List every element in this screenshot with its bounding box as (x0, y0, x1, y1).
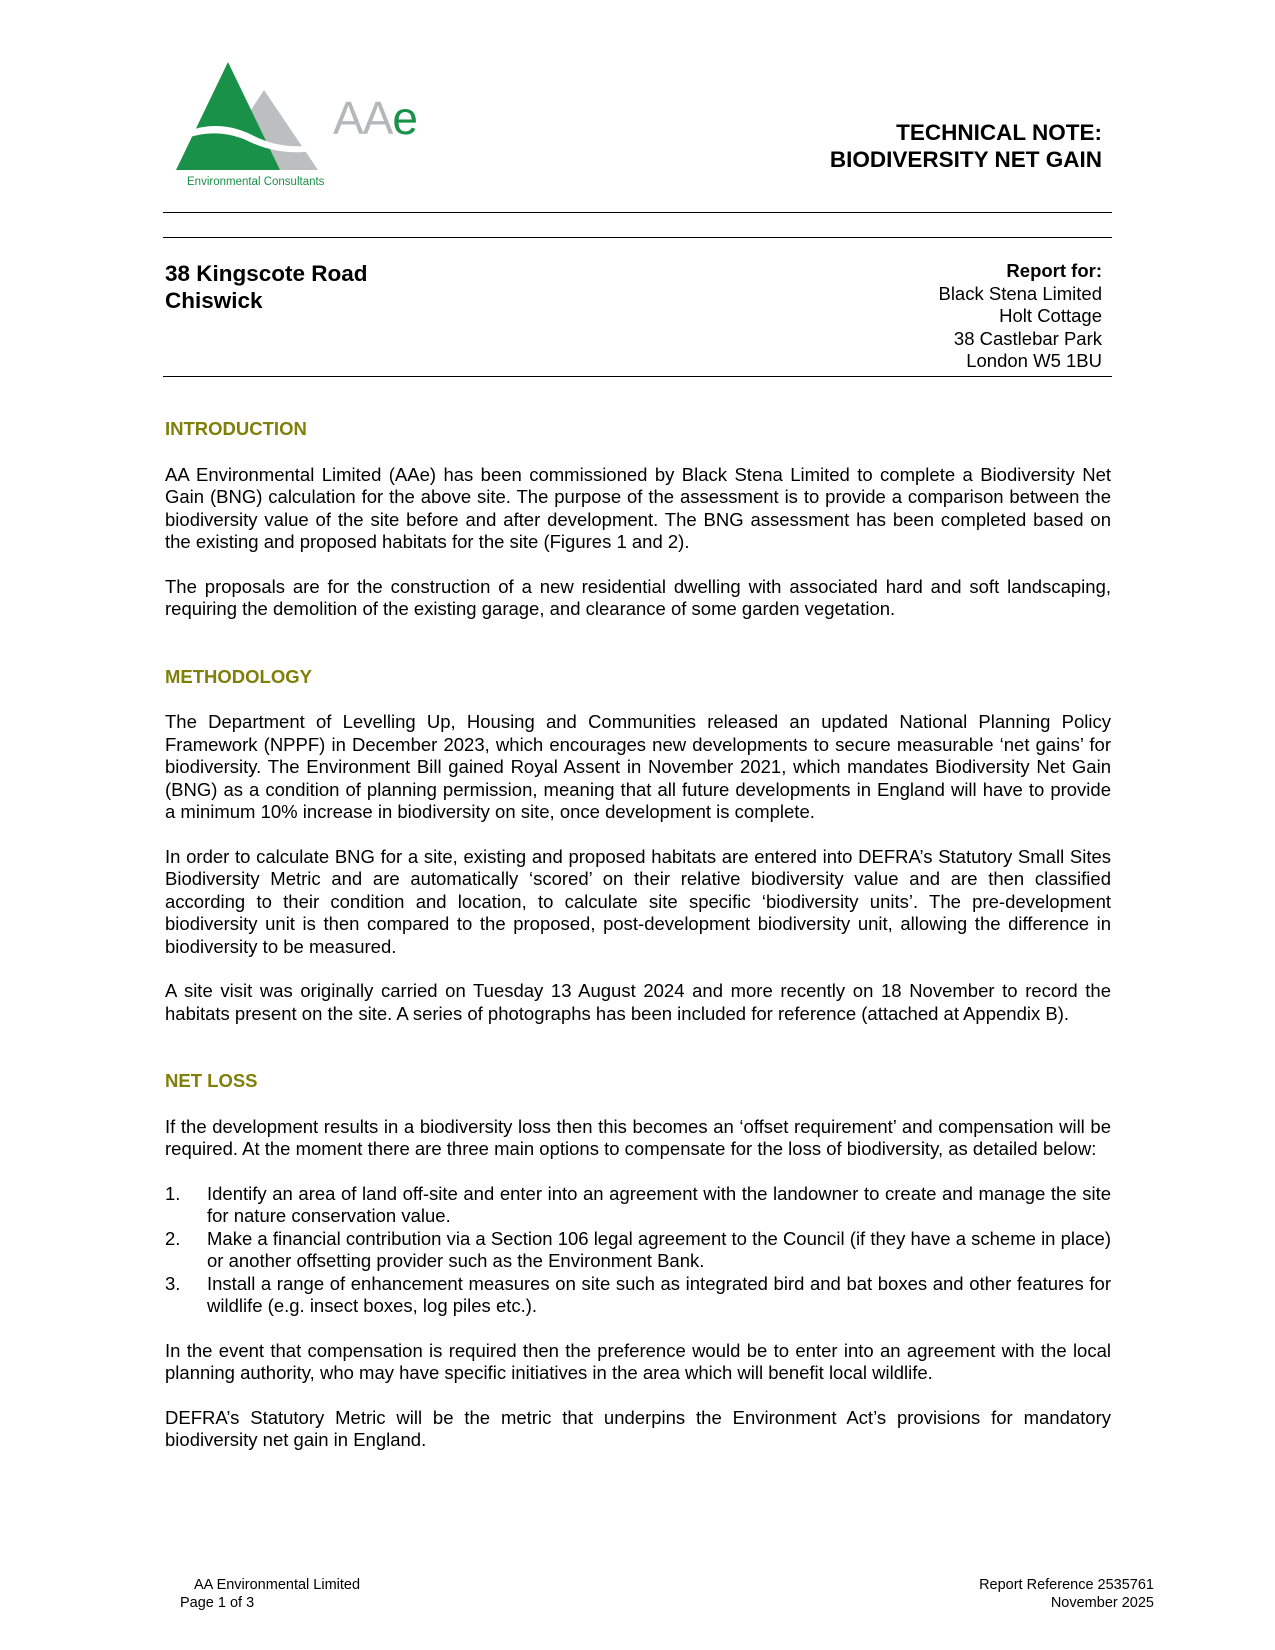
client-address-line: London W5 1BU (966, 350, 1102, 371)
paragraph: In the event that compensation is required then the preference would be to enter into an agreement with the local planning authority, who may have specific initiatives in the area which will benefit local wildlife. (165, 1339, 1111, 1383)
paragraph: If the development results in a biodiversity loss then this becomes an ‘offset requirement’ and compensation will be required. At the moment there are three main options to compensate for the loss of biodiversity, as detailed below: (165, 1115, 1111, 1159)
list-item: 1. Identify an area of land off-site and enter into an agreement with the landowner to create and manage the site for nature conservation value. (165, 1182, 1111, 1226)
report-for-block (938, 260, 1102, 373)
logo-tagline: Environmental Consultants (187, 176, 325, 188)
paragraph: A site visit was originally carried on Tuesday 13 August 2024 and more recently on 18 November to record the habitats present on the site. A series of photographs has been included for reference (attached at Appendix B). (165, 980, 1111, 1024)
logo-wordmark: AAe (333, 92, 417, 144)
page-number: Page 1 of 3 (180, 1595, 255, 1611)
list-item: 3. Install a range of enhancement measures on site such as integrated bird and bat boxes and other features for wildlife (e.g. insect boxes, log piles etc.). (165, 1272, 1111, 1316)
footer-right (979, 1576, 1154, 1612)
header-rule-top (163, 212, 1112, 213)
section-heading-methodology: METHODOLOGY (165, 665, 312, 687)
document-title: TECHNICAL NOTE: BIODIVERSITY NET GAIN (829, 120, 1102, 172)
client-address-line: Holt Cottage (999, 305, 1102, 326)
site-address: 38 Kingscote Road Chiswick (165, 261, 368, 313)
paragraph: AA Environmental Limited (AAe) has been commissioned by Black Stena Limited to complete a Biodiversity Net Gain (BNG) calculation for the above site. The purpose of the assessment is to provide a comparison between the biodiversity value of the site before and after development. The BNG assessment has been completed based on the existing and proposed habitats for the site (Figures 1 and 2). (165, 463, 1111, 552)
triangle-logo-icon (176, 62, 336, 172)
document-body (165, 418, 1111, 1452)
paragraph: In order to calculate BNG for a site, existing and proposed habitats are entered into DEFRA’s Statutory Small Sites Biodiversity Metric and are automatically ‘scored’ on their relative biodiversity value and are then classified according to their condition and location, to calculate site specific ‘biodiversity units’. The pre-development biodiversity unit is then compared to the proposed, post-development biodiversity unit, allowing the difference in biodiversity to be measured. (165, 845, 1111, 957)
header-rule-middle (163, 237, 1112, 238)
paragraph: DEFRA’s Statutory Metric will be the metric that underpins the Environment Act’s provisions for mandatory biodiversity net gain in England. (165, 1406, 1111, 1450)
list-item: 2. Make a financial contribution via a Section 106 legal agreement to the Council (if they have a scheme in place) or another offsetting provider such as the Environment Bank. (165, 1227, 1111, 1271)
compensation-options-list (165, 1183, 1111, 1318)
section-heading-introduction: INTRODUCTION (165, 418, 307, 439)
aae-logo (176, 62, 466, 192)
report-reference: Report Reference 2535761 (979, 1577, 1154, 1593)
footer-company: AA Environmental Limited (194, 1577, 361, 1593)
client-address-line: 38 Castlebar Park (953, 327, 1102, 349)
header-rule-bottom (163, 376, 1112, 377)
paragraph: The proposals are for the construction of a new residential dwelling with associated hard and soft landscaping, requiring the demolition of the existing garage, and clearance of some garden vegetation. (165, 575, 1111, 619)
report-date: November 2025 (1050, 1595, 1154, 1611)
report-for-label: Report for: (1006, 260, 1102, 281)
section-heading-net-loss: NET LOSS (165, 1070, 258, 1091)
footer-left (180, 1576, 360, 1612)
client-address-line: Black Stena Limited (938, 282, 1102, 304)
paragraph: The Department of Levelling Up, Housing and Communities released an updated National Planning Policy Framework (NPPF) in December 2023, which encourages new developments to secure measurable ‘net gains’ for biodiversity. The Environment Bill gained Royal Assent in November 2021, which mandates Biodiversity Net Gain (BNG) as a condition of planning permission, meaning that all future developments in England will have to provide a minimum 10% increase in biodiversity on site, once development is complete. (165, 711, 1111, 822)
